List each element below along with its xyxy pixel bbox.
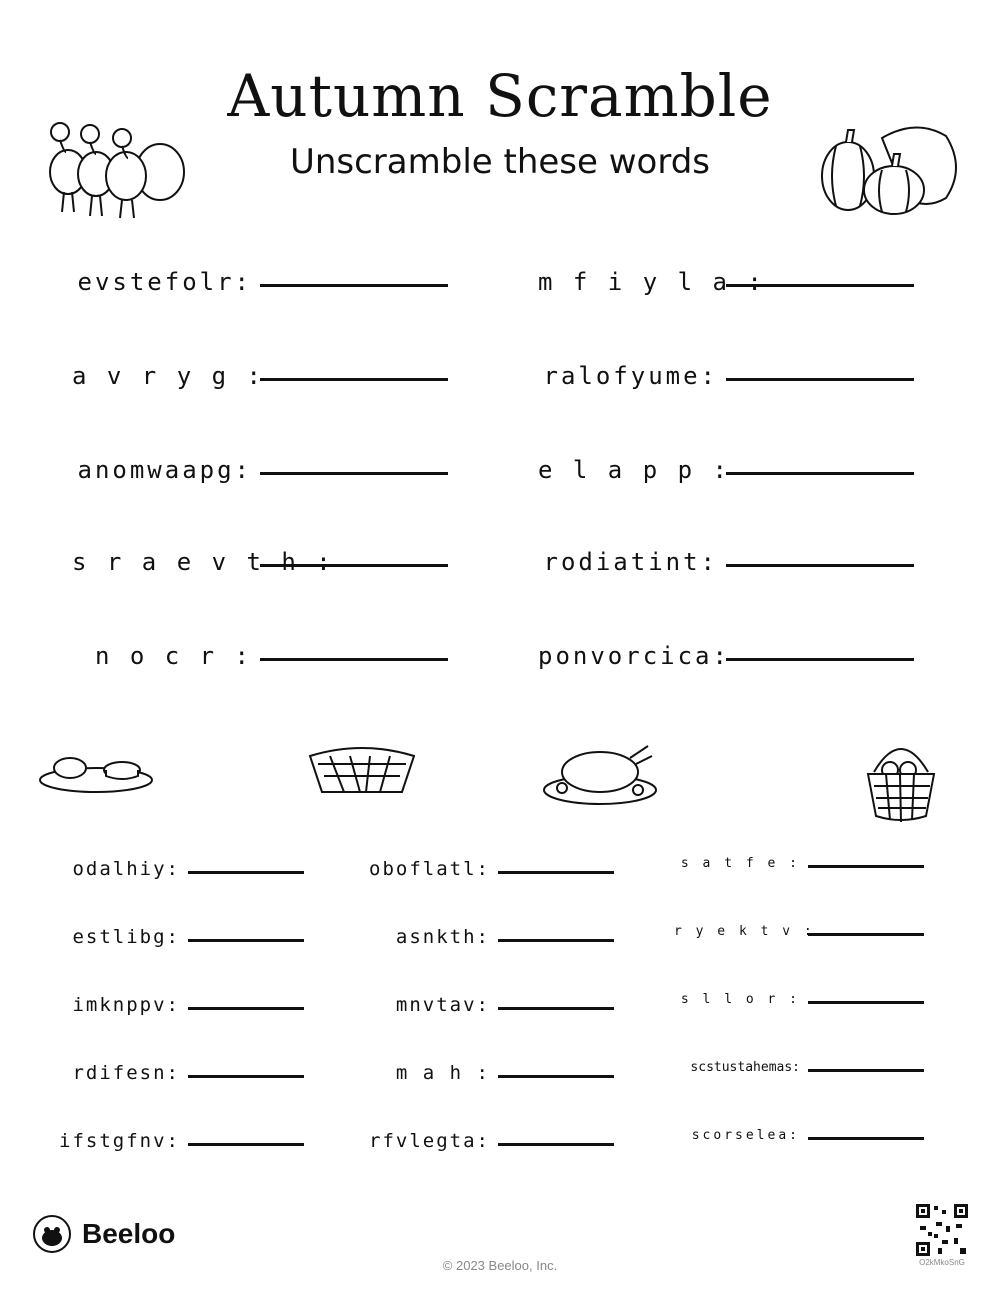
- answer-line[interactable]: [726, 472, 914, 475]
- word-row: [72, 548, 448, 576]
- word-row: [674, 856, 924, 871]
- apple-basket-icon: [864, 736, 938, 822]
- answer-line[interactable]: [808, 865, 924, 868]
- scrambled-word: m f i y l a :: [538, 268, 765, 296]
- pumpkins-icon: [816, 118, 966, 218]
- word-row: [364, 858, 614, 880]
- word-row: [72, 456, 448, 484]
- answer-line[interactable]: [808, 933, 924, 936]
- scrambled-word: scorselea:: [691, 1128, 800, 1143]
- turkey-and-pie-icon: [36, 746, 156, 796]
- qr-code-label: O2kMkoSnG: [919, 1258, 965, 1267]
- word-row: [72, 268, 448, 296]
- scrambled-word: ralofyume:: [543, 362, 718, 390]
- answer-line[interactable]: [188, 871, 304, 874]
- scrambled-word: mnvtav:: [395, 994, 490, 1016]
- word-row: [54, 858, 304, 880]
- scrambled-word: e l a p p :: [538, 456, 730, 484]
- answer-line[interactable]: [726, 658, 914, 661]
- word-row: [72, 362, 448, 390]
- word-row: [54, 994, 304, 1016]
- word-row: [54, 1130, 304, 1152]
- scrambled-word: s l l o r :: [680, 992, 800, 1007]
- answer-line[interactable]: [498, 1143, 614, 1146]
- scrambled-word: ponvorcica:: [538, 642, 730, 670]
- answer-line[interactable]: [726, 378, 914, 381]
- scrambled-word: anomwaapg:: [77, 456, 252, 484]
- brand-logo[interactable]: [32, 1214, 175, 1254]
- word-row: [364, 1062, 614, 1084]
- brand-name: Beeloo: [82, 1218, 176, 1249]
- copyright: © 2023 Beeloo, Inc.: [442, 1258, 558, 1273]
- answer-line[interactable]: [808, 1069, 924, 1072]
- word-row: [364, 1130, 614, 1152]
- answer-line[interactable]: [498, 871, 614, 874]
- scrambled-word: rdifesn:: [72, 1062, 180, 1084]
- answer-line[interactable]: [260, 472, 448, 475]
- scrambled-word: m a h :: [395, 1062, 490, 1084]
- scrambled-word: s a t f e :: [680, 856, 800, 871]
- answer-line[interactable]: [726, 284, 914, 287]
- answer-line[interactable]: [498, 939, 614, 942]
- page-title: Autumn Scramble: [227, 62, 773, 130]
- word-row: [538, 268, 914, 296]
- word-row: [538, 362, 914, 390]
- word-row: [364, 994, 614, 1016]
- scrambled-word: asnkth:: [395, 926, 490, 948]
- scrambled-word: estlibg:: [72, 926, 180, 948]
- answer-line[interactable]: [188, 1075, 304, 1078]
- scrambled-word: ifstgfnv:: [59, 1130, 180, 1152]
- answer-line[interactable]: [808, 1001, 924, 1004]
- answer-line[interactable]: [188, 1007, 304, 1010]
- three-turkeys-icon: [38, 112, 188, 222]
- roast-turkey-icon: [540, 738, 660, 808]
- word-row: [364, 926, 614, 948]
- scrambled-word: evstefolr:: [77, 268, 252, 296]
- word-row: [674, 924, 924, 939]
- scrambled-word: n o c r :: [94, 642, 252, 670]
- word-row: [538, 642, 914, 670]
- scrambled-word: oboflatl:: [369, 858, 490, 880]
- bread-basket-icon: [304, 742, 420, 796]
- answer-line[interactable]: [260, 564, 448, 567]
- answer-line[interactable]: [726, 564, 914, 567]
- scrambled-word: s r a e v t h :: [72, 548, 334, 576]
- word-row: [538, 548, 914, 576]
- answer-line[interactable]: [498, 1007, 614, 1010]
- answer-line[interactable]: [808, 1137, 924, 1140]
- word-row: [674, 1060, 924, 1075]
- answer-line[interactable]: [498, 1075, 614, 1078]
- bee-icon: [32, 1214, 72, 1254]
- word-row: [674, 1128, 924, 1143]
- answer-line[interactable]: [188, 1143, 304, 1146]
- answer-line[interactable]: [260, 378, 448, 381]
- scrambled-word: a v r y g :: [72, 362, 264, 390]
- qr-code-icon[interactable]: [916, 1204, 968, 1256]
- scrambled-word: odalhiy:: [72, 858, 180, 880]
- page-subtitle: Unscramble these words: [289, 142, 711, 182]
- scrambled-word: rfvlegta:: [369, 1130, 490, 1152]
- word-row: [674, 992, 924, 1007]
- scrambled-word: imknppv:: [72, 994, 180, 1016]
- word-row: [54, 926, 304, 948]
- word-row: [538, 456, 914, 484]
- scrambled-word: scstustahemas:: [690, 1060, 800, 1075]
- word-row: [72, 642, 448, 670]
- answer-line[interactable]: [260, 658, 448, 661]
- answer-line[interactable]: [188, 939, 304, 942]
- scrambled-word: rodiatint:: [543, 548, 718, 576]
- scrambled-word: r y e k t v :: [674, 924, 815, 939]
- answer-line[interactable]: [260, 284, 448, 287]
- word-row: [54, 1062, 304, 1084]
